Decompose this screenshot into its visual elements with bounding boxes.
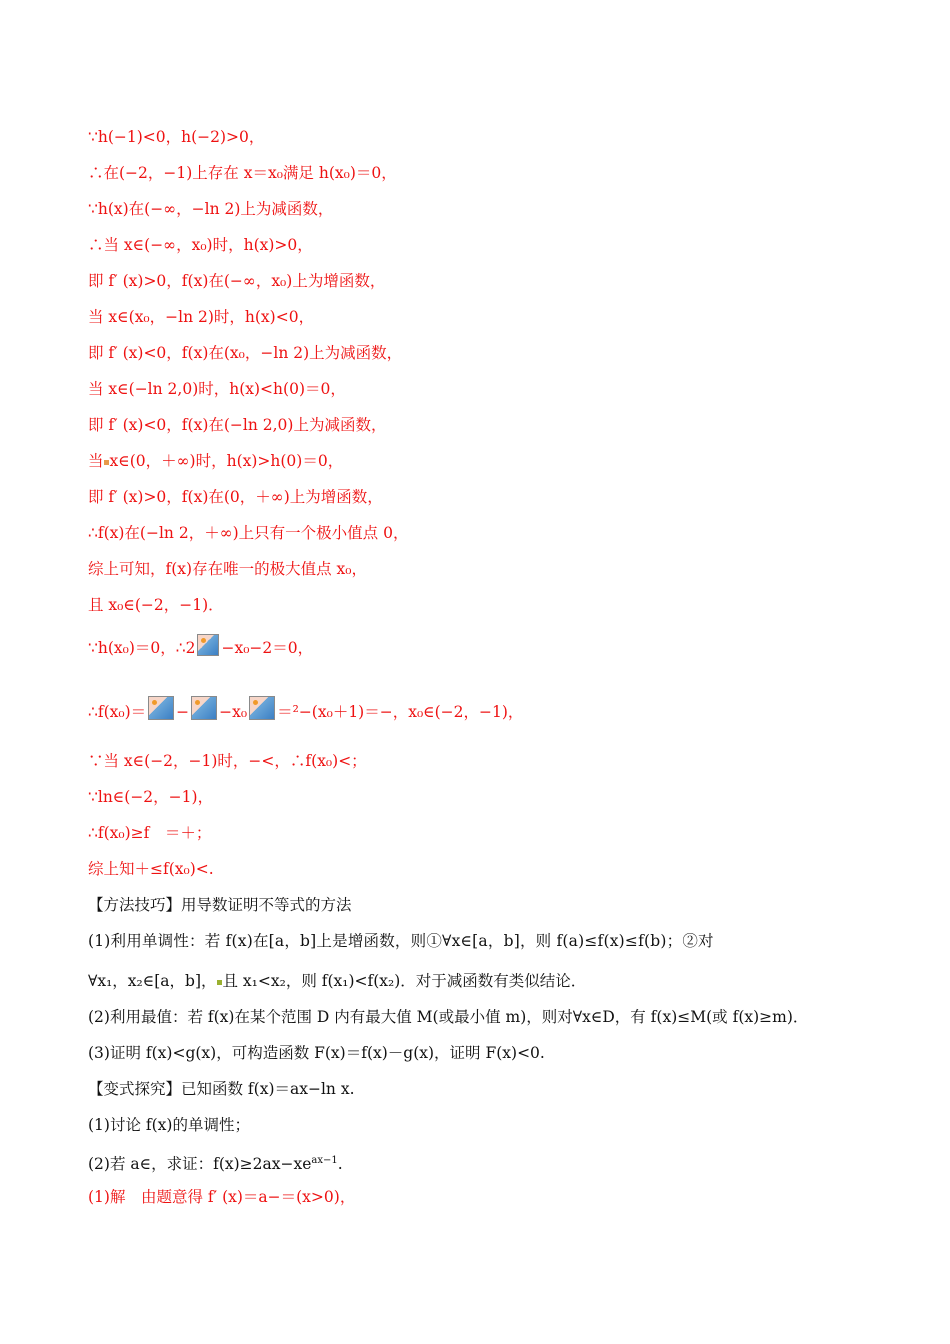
formula-image-icon [197,634,219,656]
variant-question-2-end: . [337,1155,343,1174]
proof-line-10-prefix: 当 [88,452,104,470]
equation-1-part-b: −x₀−2＝0， [221,639,314,657]
proof-line-17: ∴f(x₀)≥f ＝＋； [88,824,212,842]
formula-image-icon [148,696,174,720]
proof-line-14: 且 x₀∈(−2，−1)． [88,596,224,614]
proof-line-10 [88,450,890,472]
exponent: ax−1 [311,1155,338,1166]
proof-line-16: ∵ln∈(−2，−1)， [88,788,214,806]
proof-line-15: ∵当 x∈(−2，−1)时，−<，∴f(x₀)<； [88,752,367,770]
proof-line-6: 当 x∈(x₀，−ln 2)时，h(x)<0， [88,308,315,326]
variant-question-1: (1)讨论 f(x)的单调性； [88,1116,250,1134]
method-paragraph-1b-pre: ∀x₁，x₂∈[a，b]， [88,972,217,990]
proof-line-12: ∴f(x)在(−ln 2，＋∞)上只有一个极小值点 0， [88,524,409,542]
proof-line-13: 综上可知，f(x)存在唯一的极大值点 x₀， [88,560,367,578]
variant-question-2 [88,1150,890,1175]
anchor-mark-icon [217,980,222,985]
equation-2-part-d: ＝²−(x₀＋1)＝−，x₀∈(−2，−1)， [277,703,524,721]
proof-line-10-text: x∈(0，＋∞)时，h(x)>h(0)＝0， [109,452,344,470]
method-paragraph-1b [88,970,890,992]
formula-image-icon [249,696,275,720]
method-paragraph-3: (3)证明 f(x)<g(x)，可构造函数 F(x)＝f(x)－g(x)，证明 F(x)<0. [88,1044,545,1062]
formula-image-icon [191,696,217,720]
variant-heading: 【变式探究】已知函数 f(x)＝ax−ln x. [88,1080,355,1098]
proof-line-2: ∴在(−2，−1)上存在 x＝x₀满足 h(x₀)＝0， [88,164,397,182]
proof-line-1: ∵h(−1)<0，h(−2)>0， [88,128,265,146]
equation-line-2 [88,696,890,723]
method-paragraph-1a: (1)利用单调性：若 f(x)在[a，b]上是增函数，则①∀x∈[a，b]，则 f(a)≤f(x)≤f(b)；②对 [88,932,714,950]
proof-line-5: 即 f′ (x)>0，f(x)在(−∞，x₀)上为增函数， [88,272,386,290]
proof-line-8: 当 x∈(−ln 2,0)时，h(x)<h(0)＝0， [88,380,346,398]
proof-line-7: 即 f′ (x)<0，f(x)在(x₀，−ln 2)上为减函数， [88,344,403,362]
equation-2-part-b: − [176,703,190,721]
method-heading: 【方法技巧】用导数证明不等式的方法 [88,896,352,914]
method-paragraph-2: (2)利用最值：若 f(x)在某个范围 D 内有最大值 M(或最小值 m)，则对∀x∈D，有 f(x)≤M(或 f(x)≥m)． [88,1008,809,1026]
proof-line-18: 综上知＋≤f(x₀)<. [88,860,214,878]
variant-solution-line: (1)解 由题意得 f′ (x)＝a−＝(x>0)， [88,1188,356,1206]
proof-line-11: 即 f′ (x)>0，f(x)在(0，＋∞)上为增函数， [88,488,383,506]
equation-1-part-a: ∵h(x₀)＝0，∴2 [88,639,196,657]
equation-line-1 [88,634,890,659]
equation-2-part-a: ∴f(x₀)＝ [88,703,147,721]
proof-line-9: 即 f′ (x)<0，f(x)在(−ln 2,0)上为减函数， [88,416,387,434]
proof-line-3: ∵h(x)在(−∞，−ln 2)上为减函数， [88,200,334,218]
method-paragraph-1b-post: 且 x₁<x₂，则 f(x₁)<f(x₂)．对于减函数有类似结论． [222,972,587,990]
anchor-mark-icon [104,460,109,465]
variant-question-2-text: (2)若 a∈，求证：f(x)≥2ax−xe [88,1155,312,1174]
equation-2-part-c: −x₀ [219,703,248,721]
proof-line-4: ∴当 x∈(−∞，x₀)时，h(x)>0， [88,236,313,254]
